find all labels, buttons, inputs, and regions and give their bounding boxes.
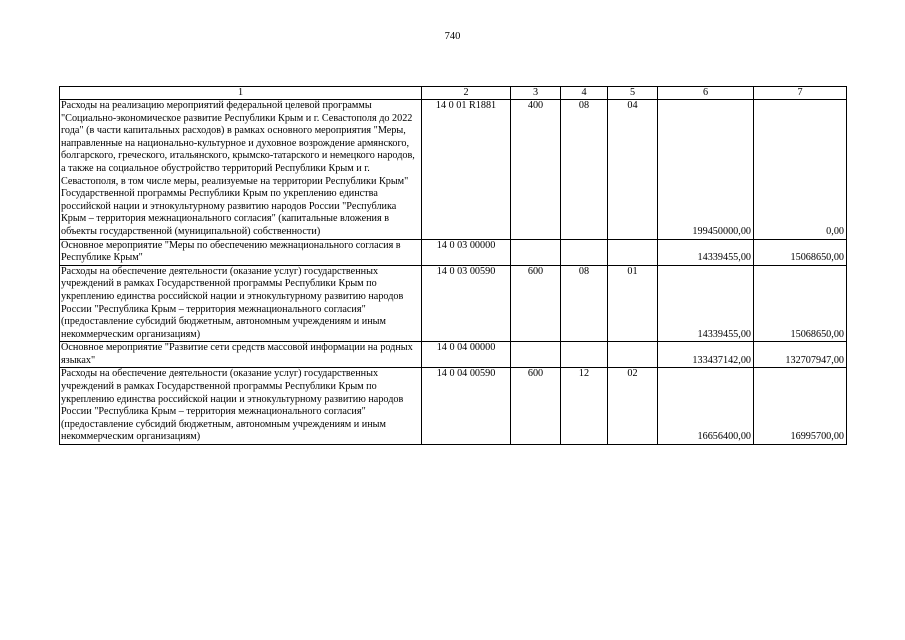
column-header: 5 xyxy=(608,87,658,100)
amount-col-7: 0,00 xyxy=(754,100,847,240)
expense-name: Основное мероприятие "Меры по обеспечению межнационального согласия в Республике Крым" xyxy=(60,239,422,265)
page-number: 740 xyxy=(444,31,461,42)
column-header: 1 xyxy=(60,87,422,100)
table-row xyxy=(60,265,847,342)
amount-col-6: 133437142,00 xyxy=(658,342,754,368)
table-row xyxy=(60,342,847,368)
column-header: 6 xyxy=(658,87,754,100)
column-header: 4 xyxy=(561,87,608,100)
table-row xyxy=(60,100,847,240)
section-code xyxy=(561,342,608,368)
target-article-code: 14 0 04 00590 xyxy=(422,368,511,445)
section-code: 08 xyxy=(561,265,608,342)
expense-name: Расходы на реализацию мероприятий федеральной целевой программы "Социально-экономическое развитие Республики Крым и г. Севастополя до 2022 года" (в части капитальных расходов) в рамках основного мероприятия "Меры, направленные на национально-культурное и духовное возрождение армянского, болгарского, греческого, итальянского, крымско-татарского и немецкого народов, а также на социальное обустройство территорий Республики Крым и г. Севастополя, в том числе меры, реализуемые на территории Республики Крым" Государственной программы Республики Крым по укреплению единства российской нации и этнокультурному развитию народов России "Республика Крым – территория межнационального согласия" (капитальные вложения в объекты государственной (муниципальной) собственности) xyxy=(60,100,422,240)
expense-type-code: 600 xyxy=(511,265,561,342)
column-header: 2 xyxy=(422,87,511,100)
target-article-code: 14 0 01 R1881 xyxy=(422,100,511,240)
target-article-code: 14 0 04 00000 xyxy=(422,342,511,368)
target-article-code: 14 0 03 00000 xyxy=(422,239,511,265)
expense-type-code xyxy=(511,342,561,368)
subsection-code xyxy=(608,342,658,368)
amount-col-7: 132707947,00 xyxy=(754,342,847,368)
subsection-code: 01 xyxy=(608,265,658,342)
table-row xyxy=(60,239,847,265)
amount-col-7: 15068650,00 xyxy=(754,239,847,265)
expense-type-code xyxy=(511,239,561,265)
budget-table xyxy=(59,86,847,445)
section-code: 08 xyxy=(561,100,608,240)
section-code xyxy=(561,239,608,265)
subsection-code: 04 xyxy=(608,100,658,240)
target-article-code: 14 0 03 00590 xyxy=(422,265,511,342)
expense-type-code: 600 xyxy=(511,368,561,445)
amount-col-7: 16995700,00 xyxy=(754,368,847,445)
expense-name: Расходы на обеспечение деятельности (оказание услуг) государственных учреждений в рамках Государственной программы Республики Крым по укреплению единства российской нации и этнокультурному развитию народов России "Республика Крым – территория межнационального согласия" (предоставление субсидий бюджетным, автономным учреждениям и иным некоммерческим организациям) xyxy=(60,265,422,342)
table-header-row xyxy=(60,87,847,100)
subsection-code xyxy=(608,239,658,265)
amount-col-6: 16656400,00 xyxy=(658,368,754,445)
table-row xyxy=(60,368,847,445)
column-header: 7 xyxy=(754,87,847,100)
expense-type-code: 400 xyxy=(511,100,561,240)
amount-col-6: 14339455,00 xyxy=(658,265,754,342)
amount-col-6: 14339455,00 xyxy=(658,239,754,265)
amount-col-6: 199450000,00 xyxy=(658,100,754,240)
amount-col-7: 15068650,00 xyxy=(754,265,847,342)
expense-name: Основное мероприятие "Развитие сети средств массовой информации на родных языках" xyxy=(60,342,422,368)
expense-name: Расходы на обеспечение деятельности (оказание услуг) государственных учреждений в рамках Государственной программы Республики Крым по укреплению единства российской нации и этнокультурному развитию народов России "Республика Крым – территория межнационального согласия" (предоставление субсидий бюджетным, автономным учреждениям и иным некоммерческим организациям) xyxy=(60,368,422,445)
column-header: 3 xyxy=(511,87,561,100)
section-code: 12 xyxy=(561,368,608,445)
subsection-code: 02 xyxy=(608,368,658,445)
